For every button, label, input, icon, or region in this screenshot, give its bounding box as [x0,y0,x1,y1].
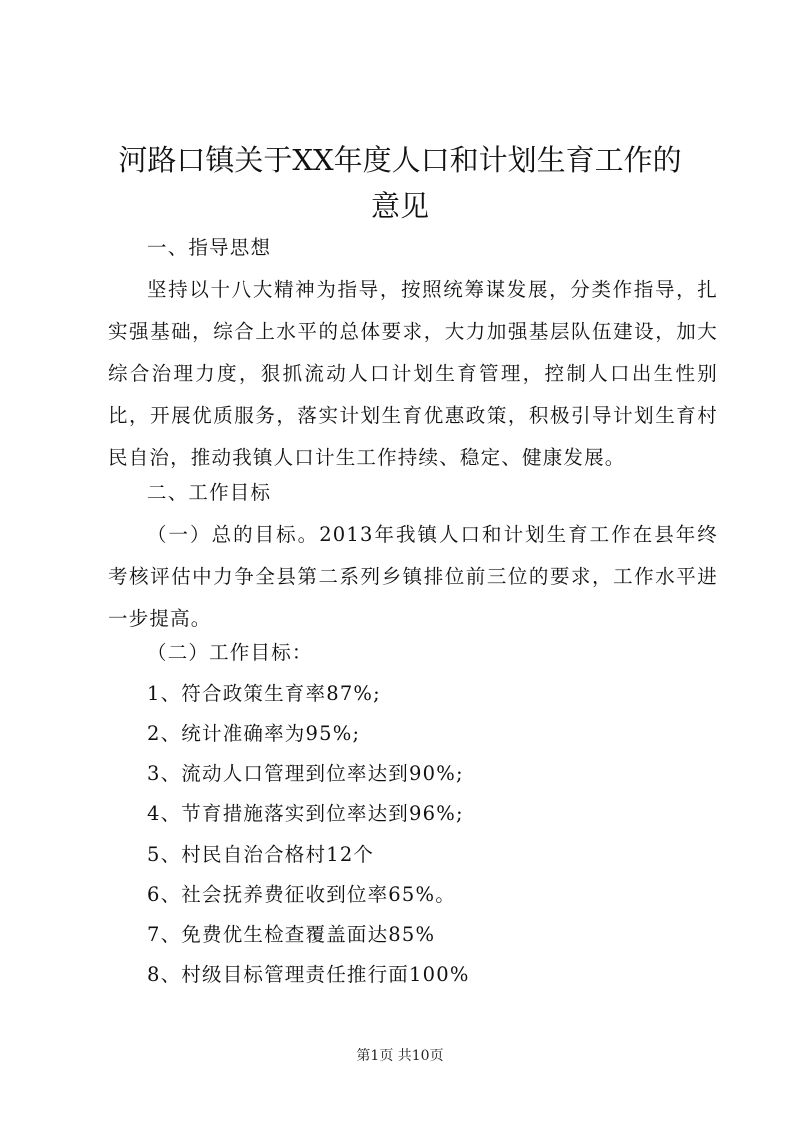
target-item: 4、节育措施落实到位率达到96%; [147,802,464,825]
target-item: 8、村级目标管理责任推行面100% [147,963,470,986]
section-heading-guiding-thought: 一、指导思想 [147,236,272,259]
target-item: 2、统计准确率为95%; [147,722,361,745]
section-heading-work-goals: 二、工作目标 [147,481,272,504]
subsection-heading-work-goals: （二）工作目标： [147,641,313,664]
subsection-overall-goal: （一）总的目标。2013年我镇人口和计划生育工作在县年终考核评估中力争全县第二系列乡镇排位前三位的要求，工作水平进一步提高。 [108,523,718,630]
target-item: 5、村民自治合格村12个 [147,843,375,866]
document-title-line-1: 河路口镇关于XX年度人口和计划生育工作的 [118,143,682,177]
section-body-guiding-thought: 坚持以十八大精神为指导，按照统筹谋发展，分类作指导，扎实强基础，综合上水平的总体要求，大力加强基层队伍建设，加大综合治理力度，狠抓流动人口计划生育管理，控制人口出生性别比，开展优质服务，落实计划生育优惠政策，积极引导计划生育村民自治，推动我镇人口计生工作持续、稳定、健康发展。 [108,278,718,469]
document-title-line-2: 意见 [370,189,429,223]
target-item: 3、流动人口管理到位率达到90%; [147,762,464,785]
target-item: 1、符合政策生育率87%; [147,682,381,705]
target-item: 6、社会抚养费征收到位率65%。 [147,883,456,906]
target-item: 7、免费优生检查覆盖面达85% [147,923,436,946]
page-footer: 第1页 共10页 [356,1048,444,1064]
